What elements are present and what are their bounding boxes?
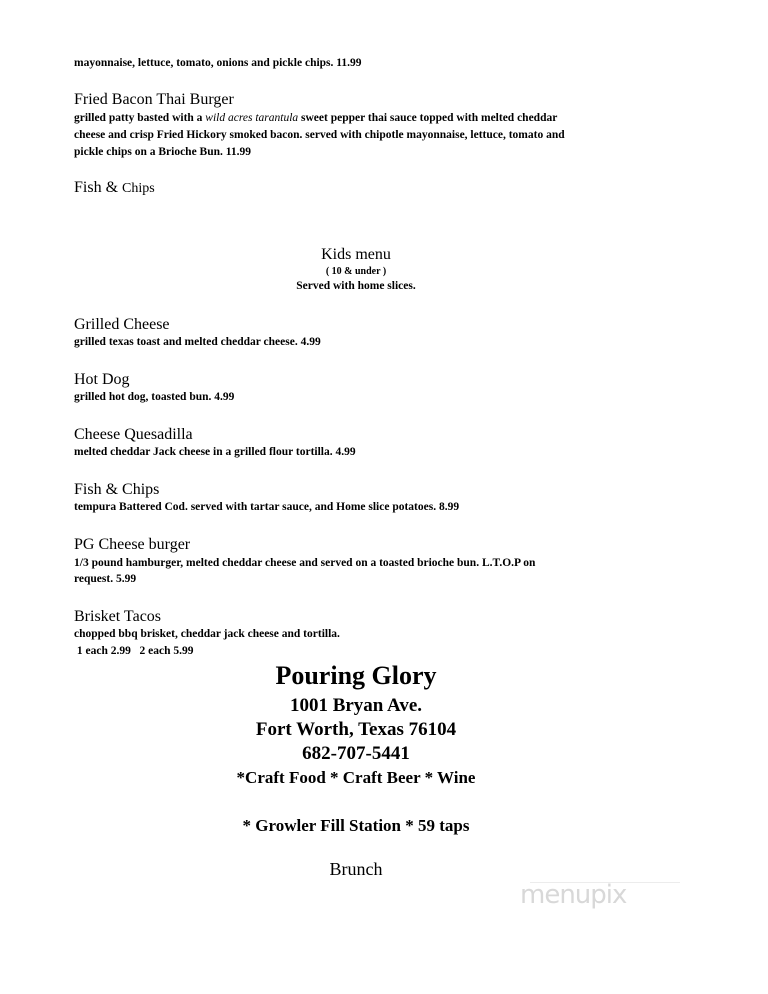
growler-station: * Growler Fill Station * 59 taps [242,816,470,835]
kids-menu-served-with: Served with home slices. [296,280,416,292]
kids-item-title: Grilled Cheese [74,316,170,333]
kids-item-description: melted cheddar Jack cheese in a grilled flour tortilla. 4.99 [74,446,356,458]
kids-item-description: grilled hot dog, toasted bun. 4.99 [74,391,235,403]
fried-bacon-thai-burger-description: grilled patty basted with a wild acres tarantula sweet pepper thai sauce topped with melted cheddar cheese and crisp Fried Hickory smoked bacon. served with chipotle mayonnaise, lettuce, tomato and pickle chips on a Brioche Bun. 11.99 [74,112,565,158]
fish-and-chips-title: Fish & Chips [74,179,155,196]
burger-description-continued: mayonnaise, lettuce, tomato, onions and pickle chips. 11.99 [74,57,362,69]
brunch-heading: Brunch [329,859,383,879]
kids-menu-age: ( 10 & under ) [325,266,387,277]
address-line-1: 1001 Bryan Ave. [289,695,423,716]
kids-menu-title: Kids menu [321,246,391,263]
kids-item-title: Fish & Chips [74,481,160,498]
kids-item-description: grilled texas toast and melted cheddar cheese. 4.99 [74,336,321,348]
kids-item-title: Hot Dog [74,371,130,388]
tagline: *Craft Food * Craft Beer * Wine [236,768,476,787]
restaurant-name: Pouring Glory [275,661,437,690]
kids-item-title: Cheese Quesadilla [74,426,193,443]
phone-number: 682-707-5441 [302,743,410,764]
kids-item-description: tempura Battered Cod. served with tartar sauce, and Home slice potatoes. 8.99 [74,501,460,513]
kids-item-description-continued: request. 5.99 [74,573,137,585]
kids-item-description: 1/3 pound hamburger, melted cheddar cheese and served on a toasted brioche bun. L.T.O.P on [74,557,536,569]
kids-item-title: PG Cheese burger [74,536,191,553]
kids-item-description: chopped bbq brisket, cheddar jack cheese and tortilla. [74,628,340,640]
menupix-watermark: menupix [520,880,627,910]
fried-bacon-thai-burger-title: Fried Bacon Thai Burger [74,91,234,108]
kids-item-prices: 1 each 2.99 2 each 5.99 [74,645,194,657]
address-line-2: Fort Worth, Texas 76104 [255,719,457,740]
kids-item-title: Brisket Tacos [74,608,162,625]
